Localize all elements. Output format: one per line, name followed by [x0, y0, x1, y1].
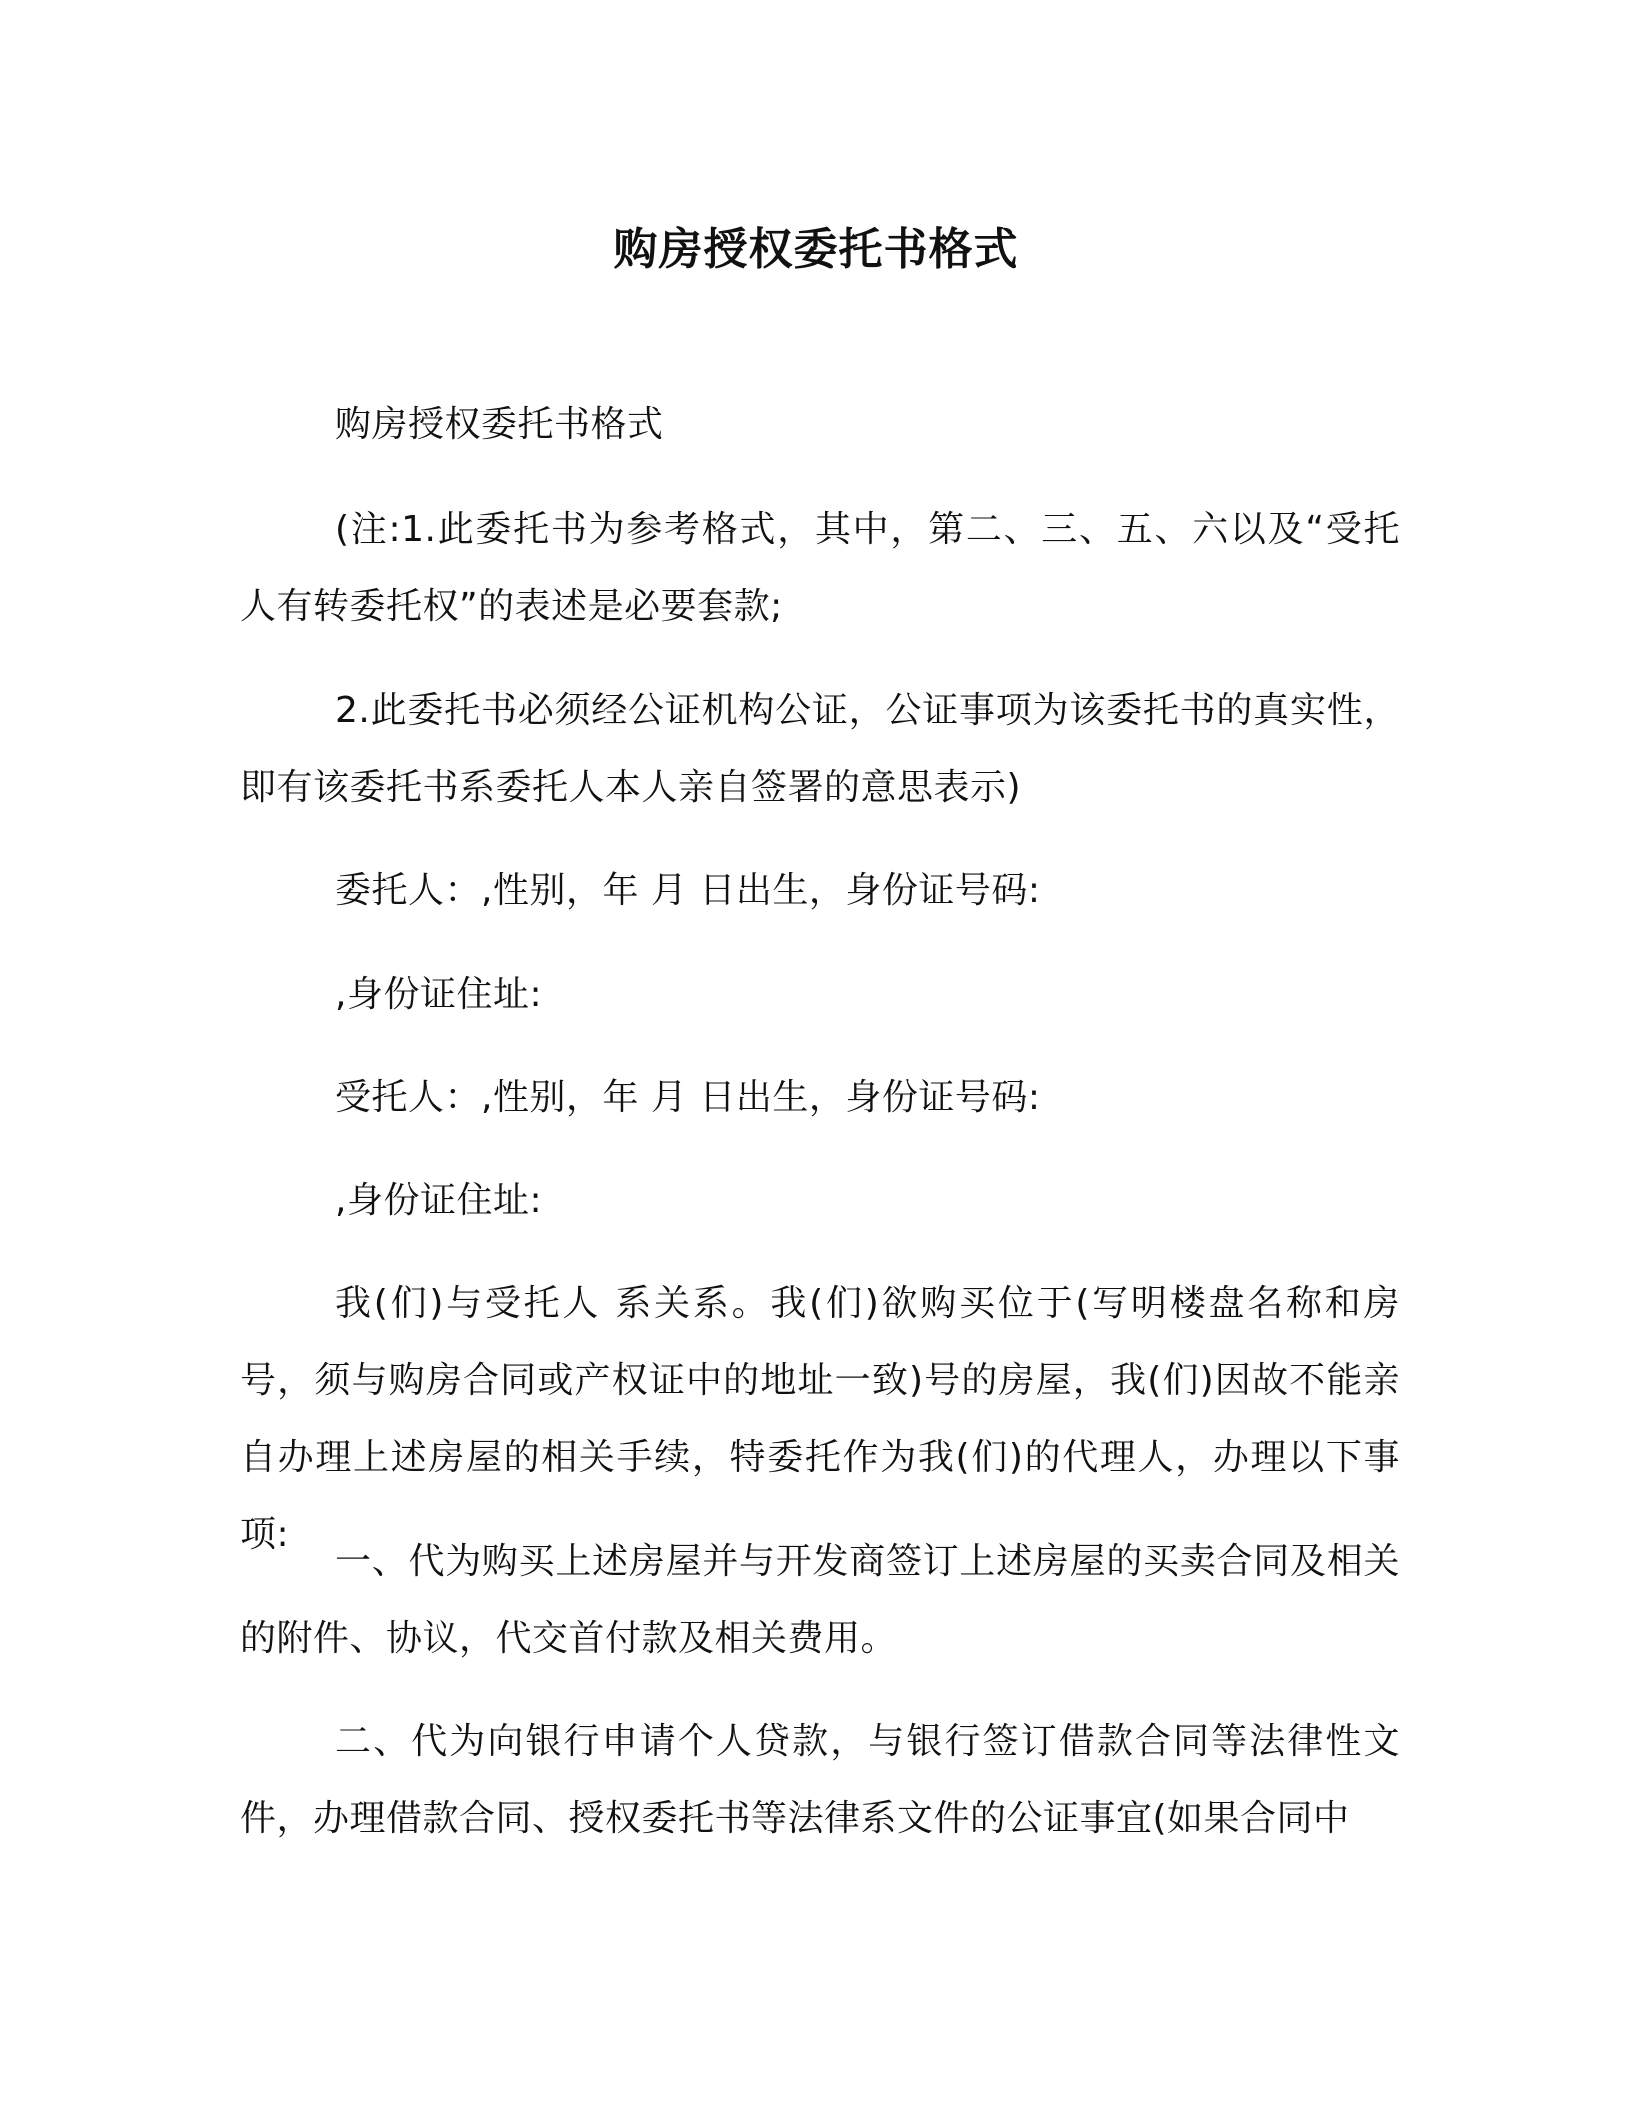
paragraph-agent-info: 受托人：,性别，年 月 日出生，身份证号码: [335, 1077, 1041, 1118]
paragraph-item-1: 一、代为购买上述房屋并与开发商签订上述房屋的买卖合同及相关的附件、协议，代交首付款及相关费用。 [240, 1541, 1400, 1659]
paragraph-note-2: 2.此委托书必须经公证机构公证，公证事项为该委托书的真实性，即有该委托书系委托人本人亲自签署的意思表示) [240, 690, 1400, 808]
paragraph-heading: 购房授权委托书格式 [335, 404, 664, 445]
paragraph-note-1: (注:1.此委托书为参考格式，其中，第二、三、五、六以及“受托人有转委托权”的表述是必要套款; [240, 509, 1400, 627]
paragraph-agent-address: ,身份证住址: [335, 1180, 543, 1221]
paragraph-purpose: 我(们)与受托人 系关系。我(们)欲购买位于(写明楼盘名称和房号，须与购房合同或产权证中的地址一致)号的房屋，我(们)因故不能亲自办理上述房屋的相关手续，特委托作为我(们)的代理人，办理以下事项: [240, 1283, 1400, 1555]
paragraph-principal-address: ,身份证住址: [335, 974, 543, 1015]
paragraph-item-2: 二、代为向银行申请个人贷款，与银行签订借款合同等法律性文件，办理借款合同、授权委托书等法律系文件的公证事宜(如果合同中 [240, 1721, 1400, 1839]
paragraph-principal-info: 委托人：,性别，年 月 日出生，身份证号码: [335, 870, 1041, 911]
document-title: 购房授权委托书格式 [613, 224, 1019, 275]
